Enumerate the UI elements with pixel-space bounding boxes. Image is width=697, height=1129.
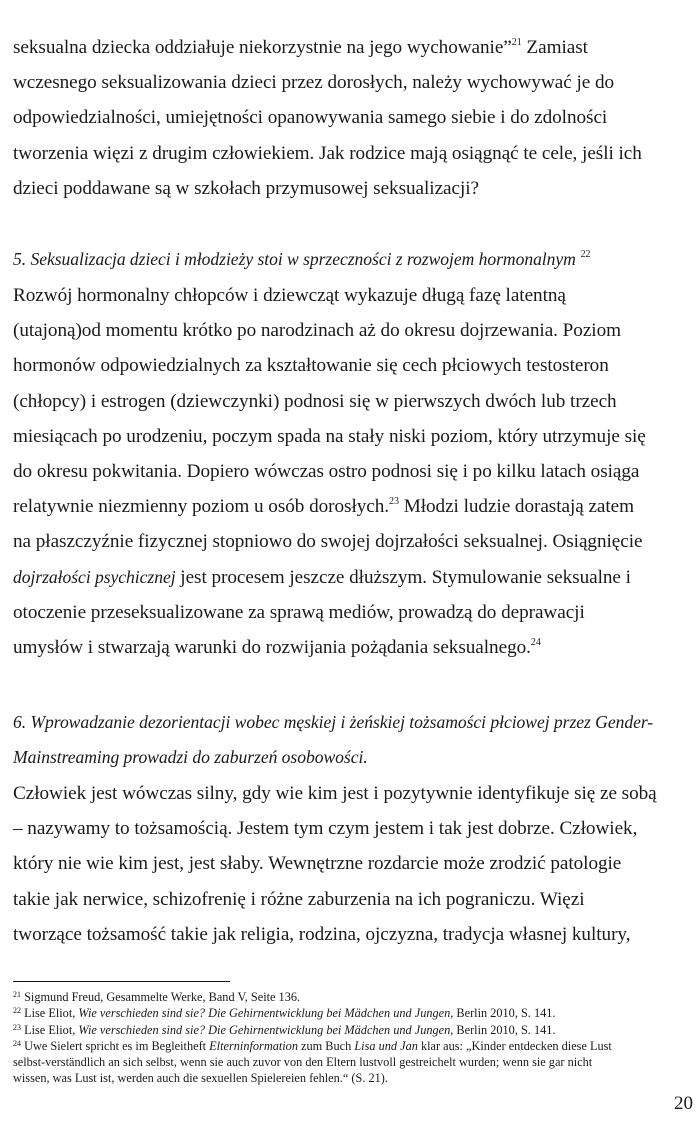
footnote-text: Lise Eliot, <box>21 1006 79 1021</box>
footnote-number: 21 <box>13 990 21 999</box>
text-line <box>13 30 642 65</box>
text-run: umysłów i stwarzają warunki do rozwijania pożądania seksualnego. <box>13 637 531 659</box>
text-line: który nie wie kim jest, jest słaby. Wewnętrzne rozdarcie może zrodzić patologie <box>13 853 622 875</box>
emphasis-text: dojrzałości psychicznej <box>13 566 176 587</box>
text-line: – nazywamy to tożsamością. Jestem tym czym jestem i tak jest dobrze. Człowiek, <box>13 818 638 840</box>
section-heading-5 <box>13 242 590 277</box>
paragraph-1 <box>13 30 642 206</box>
text-line: miesiącach po urodzeniu, poczym spada na stały niski poziom, który utrzymuje się <box>13 425 646 447</box>
text-run: relatywnie niezmienny poziom u osób dorosłych. <box>13 496 390 518</box>
footnote-text: zum Buch <box>297 1038 355 1053</box>
text-line: do okresu pokwitania. Dopiero wówczas ostro podnosi się i po kilku latach osiąga <box>13 461 640 483</box>
footnote-title: Wie verschieden sind sie? Die Gehirnentwicklung bei Mädchen und Jungen, <box>78 1006 454 1021</box>
footnote-number: 22 <box>13 1006 21 1016</box>
text-line <box>13 630 646 665</box>
footnote-24-line-2: selbst-verständlich an sich selbst, wenn sie auch zuvor von den Eltern lustvoll gestreichelt wurden; wenn sie gar nicht <box>13 1055 593 1070</box>
text-line: takie jak nerwice, schizofrenię i różne zaburzenia na ich pograniczu. Więzi <box>13 888 585 910</box>
text-line: wczesnego seksualizowania dzieci przez dorosłych, należy wychowywać je do <box>13 72 615 94</box>
text-line: hormonów odpowiedzialnych za kształtowanie się cech płciowych testosteron <box>13 355 609 377</box>
footnote-text: Lise Eliot, <box>21 1022 79 1037</box>
text-line: na płaszczyźnie fizycznej stopniowo do swojej dojrzałości seksualnej. Osiągnięcie <box>13 531 643 553</box>
section-heading-6 <box>13 705 653 775</box>
footnote-24 <box>13 1038 697 1054</box>
page-number: 20 <box>674 1093 693 1114</box>
text-line: Człowiek jest wówczas silny, gdy wie kim jest i pozytywnie identyfikuje się ze sobą <box>13 783 657 804</box>
text-run: Młodzi ludzie dorastają zatem <box>398 496 635 518</box>
heading-text: 6. Wprowadzanie dezorientacji wobec męskiej i żeńskiej tożsamości płciowej przez Gender- <box>13 712 654 732</box>
footnotes <box>13 989 697 1087</box>
footnote-ref-22: 22 <box>580 249 591 260</box>
text-line: dzieci poddawane są w szkołach przymusowej seksualizacji? <box>13 177 479 199</box>
footnote-title: Wie verschieden sind sie? Die Gehirnentwicklung bei Mädchen und Jungen, <box>78 1022 454 1037</box>
footnote-title: Lisa und Jan <box>354 1038 418 1053</box>
heading-text: Mainstreaming prowadzi do zaburzeń osobowości. <box>13 747 368 768</box>
text-line: otoczenie przeseksualizowane za sprawą mediów, prowadzą do deprawacji <box>13 601 585 623</box>
footnote-divider <box>13 981 230 982</box>
footnote-text: Berlin 2010, S. 141. <box>453 1022 556 1037</box>
text-line: odpowiedzialności, umiejętności opanowywania samego siebie i do zdolności <box>13 107 608 129</box>
footnote-text: Uwe Sielert spricht es im Begleitheft <box>21 1038 210 1053</box>
text-line: Rozwój hormonalny chłopców i dziewcząt wykazuje długą fazę latentną <box>13 285 566 306</box>
footnote-ref-24: 24 <box>530 637 541 649</box>
footnote-text: Berlin 2010, S. 141. <box>453 1006 556 1021</box>
footnote-text: Sigmund Freud, Gesammelte Werke, Band V, Seite 136. <box>21 990 301 1004</box>
text-run: jest procesem jeszcze dłuższym. Stymulowanie seksualne i <box>175 566 631 588</box>
text-line: tworzenia więzi z drugim człowiekiem. Jak rodzice mają osiągnąć te cele, jeśli ich <box>13 142 642 164</box>
text-line <box>13 560 646 595</box>
footnote-title: Elterninformation <box>209 1038 298 1053</box>
footnote-ref-21: 21 <box>511 37 522 48</box>
text-run: seksualna dziecka oddziałuje niekorzystnie na jego wychowanie” <box>13 37 512 58</box>
footnote-text: klar aus: „Kinder entdecken diese Lust <box>417 1038 612 1053</box>
footnote-23 <box>13 1022 697 1038</box>
footnote-22 <box>13 1005 697 1021</box>
paragraph-2 <box>13 278 646 665</box>
text-line: tworzące tożsamość takie jak religia, rodzina, ojczyzna, tradycja własnej kultury, <box>13 923 631 945</box>
footnote-number: 23 <box>13 1022 21 1032</box>
footnote-number: 24 <box>13 1038 21 1048</box>
paragraph-3 <box>13 776 657 952</box>
text-line <box>13 489 646 524</box>
footnote-ref-23: 23 <box>389 496 399 508</box>
text-run: Zamiast <box>521 37 588 58</box>
heading-text: 5. Seksualizacja dzieci i młodzieży stoi w sprzeczności z rozwojem hormonalnym <box>13 249 576 269</box>
footnote-24-line-3: wissen, was Lust ist, werden auch die sexuellen Spielereien fehlen.“ (S. 21). <box>13 1071 388 1086</box>
text-line: (chłopcy) i estrogen (dziewczynki) podnosi się w pierwszych dwóch lub trzech <box>13 390 617 412</box>
footnote-21 <box>13 989 697 1005</box>
text-line: (utajoną)od momentu krótko po narodzinach aż do okresu dojrzewania. Poziom <box>13 320 621 342</box>
